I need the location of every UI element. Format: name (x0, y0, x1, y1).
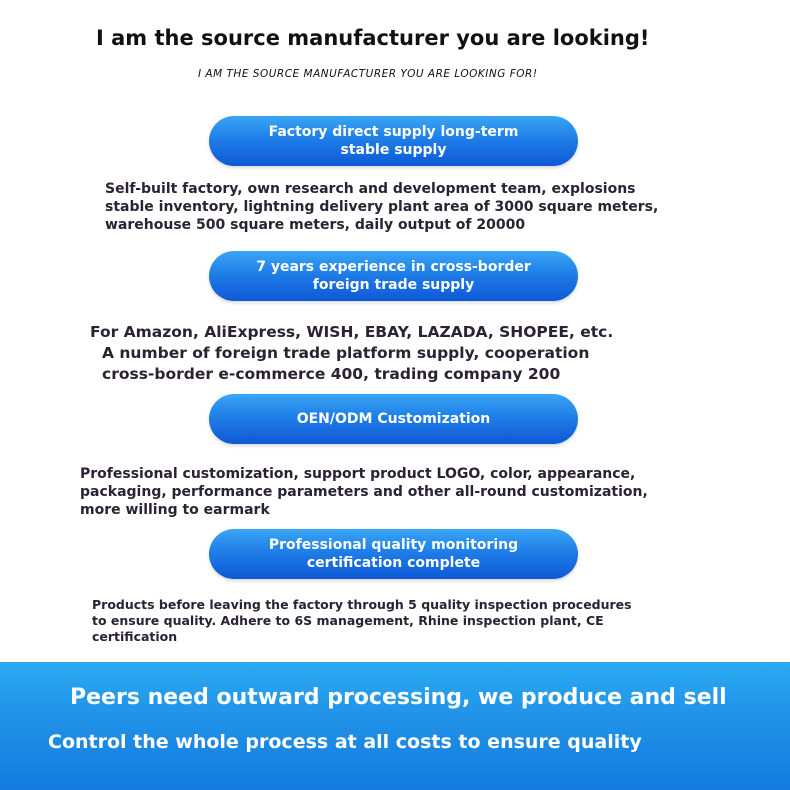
section-3-line-3: more willing to earmark (80, 502, 270, 518)
section-2-line-2: A number of foreign trade platform supply, cooperation (102, 344, 590, 362)
section-3-pill (209, 394, 578, 444)
page-subtitle: I AM THE SOURCE MANUFACTURER YOU ARE LOOKING FOR! (198, 68, 538, 80)
section-4-line-2: to ensure quality. Adhere to 6S management, Rhine inspection plant, CE (92, 613, 604, 628)
section-1-line-2: stable inventory, lightning delivery plant area of 3000 square meters, (105, 199, 659, 215)
section-3-pill-label: OEN/ODM Customization (296, 411, 491, 427)
section-2-pill (209, 251, 578, 301)
banner-headline: Peers need outward processing, we produce and sell (70, 685, 727, 710)
section-1-pill (209, 116, 578, 166)
section-4-pill-label: Professional quality monitoring certification complete (268, 537, 519, 571)
section-1-pill-label: Factory direct supply long-term stable supply (268, 124, 519, 158)
section-4-description (92, 597, 632, 645)
section-1-line-1: Self-built factory, own research and development team, explosions (105, 181, 636, 197)
page-title: I am the source manufacturer you are looking! (96, 26, 650, 50)
section-3-line-2: packaging, performance parameters and other all-round customization, (80, 484, 648, 500)
section-1-description (105, 180, 658, 234)
section-2-description (90, 322, 613, 385)
section-4-line-3: certification (92, 629, 178, 644)
section-1-line-3: warehouse 500 square meters, daily output of 20000 (105, 217, 526, 233)
section-3-line-1: Professional customization, support product LOGO, color, appearance, (80, 466, 636, 482)
section-4-line-1: Products before leaving the factory through 5 quality inspection procedures (92, 597, 632, 612)
section-2-pill-label: 7 years experience in cross-border foreign trade supply (256, 259, 531, 293)
bottom-banner (0, 662, 790, 790)
section-3-description (80, 465, 648, 519)
section-4-pill (209, 529, 578, 579)
banner-subline: Control the whole process at all costs to ensure quality (48, 731, 642, 753)
section-2-line-3: cross-border e-commerce 400, trading company 200 (102, 365, 561, 383)
section-2-line-1: For Amazon, AliExpress, WISH, EBAY, LAZADA, SHOPEE, etc. (90, 323, 614, 341)
